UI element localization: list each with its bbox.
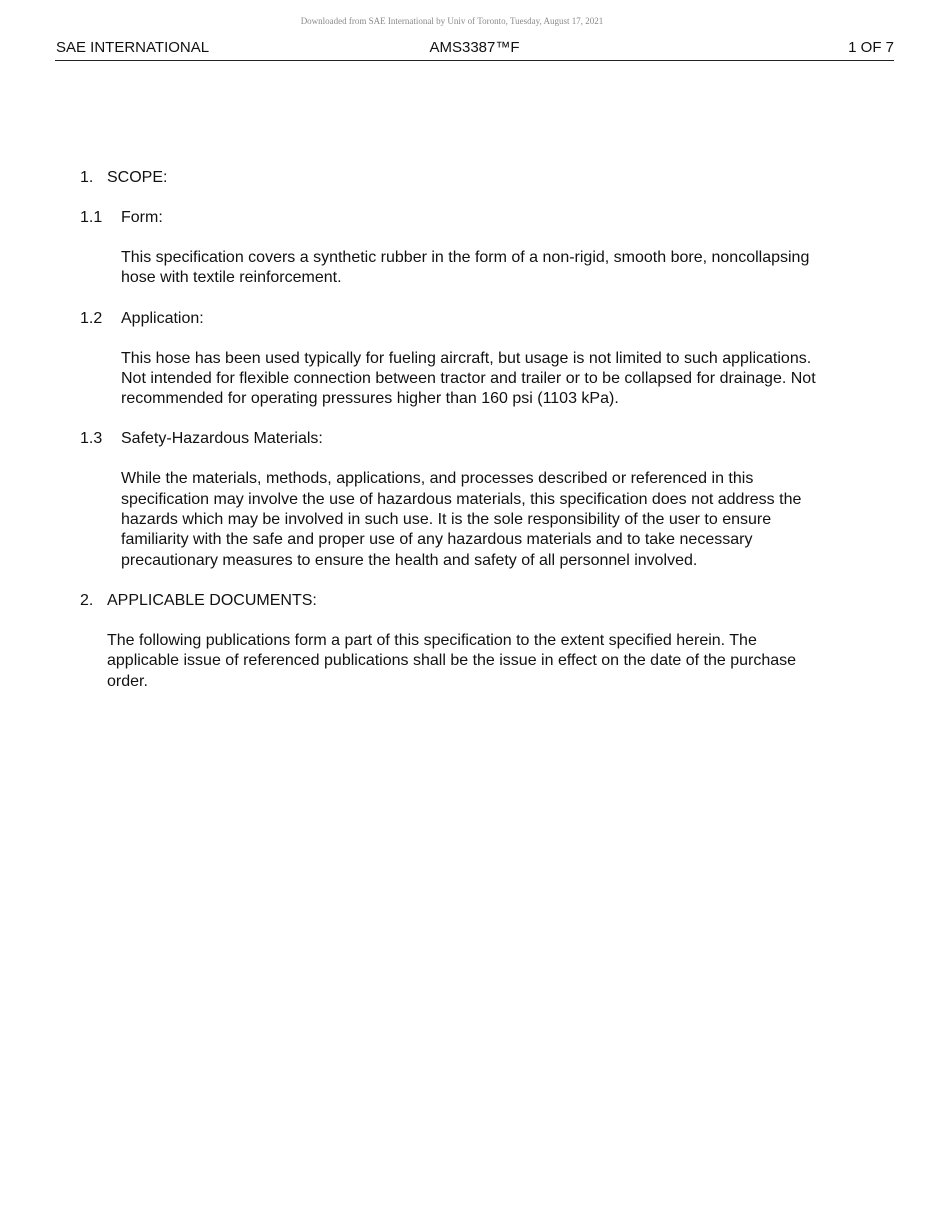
paragraph-line: This specification covers a synthetic rubber in the form of a non-rigid, smooth bore, noncollapsing [121, 249, 810, 266]
paragraph-line: order. [107, 672, 148, 690]
section-1-1-paragraph [121, 248, 881, 289]
paragraph-line: specification may involve the use of hazardous materials, this specification does not address the [121, 490, 802, 508]
paragraph-line: The following publications form a part of this specification to the extent specified herein. The [107, 631, 757, 649]
document-number: AMS3387™F [429, 39, 520, 56]
section-2-heading [0, 591, 950, 611]
section-number: 1.2 [80, 309, 103, 327]
section-1-2-heading [0, 309, 950, 329]
page-number: 1 OF 7 [848, 39, 894, 56]
section-title: Application: [121, 309, 204, 327]
section-1-2-paragraph [121, 349, 881, 410]
section-number: 1.1 [80, 209, 103, 226]
section-1-3-heading [0, 429, 950, 449]
section-number: 1.3 [80, 430, 103, 448]
section-title: SCOPE: [107, 169, 168, 186]
section-title: Form: [121, 209, 163, 226]
publisher-name: SAE INTERNATIONAL [56, 39, 210, 56]
paragraph-line: hose with textile reinforcement. [121, 269, 342, 287]
section-1-3-paragraph [121, 469, 881, 570]
section-number: 1. [80, 169, 94, 186]
section-title: Safety-Hazardous Materials: [121, 430, 323, 448]
paragraph-line: Not intended for flexible connection between tractor and trailer or to be collapsed for drainage. Not [121, 369, 816, 387]
download-watermark: Downloaded from SAE International by Univ of Toronto, Tuesday, August 17, 2021 [300, 16, 604, 26]
paragraph-line: This hose has been used typically for fueling aircraft, but usage is not limited to such applications. [121, 349, 812, 367]
page-header [55, 38, 894, 61]
paragraph-line: applicable issue of referenced publications shall be the issue in effect on the date of the purchase [107, 652, 797, 670]
paragraph-line: precautionary measures to ensure the health and safety of all personnel involved. [121, 551, 698, 569]
paragraph-line: hazards which may be involved in such use. It is the sole responsibility of the user to ensure [121, 511, 772, 529]
section-number: 2. [80, 591, 94, 609]
section-1-1-heading [0, 208, 950, 228]
paragraph-line: familiarity with the safe and proper use of any hazardous materials and to take necessary [121, 531, 753, 549]
paragraph-line: While the materials, methods, applications, and processes described or referenced in this [121, 470, 754, 488]
section-2-paragraph [107, 631, 852, 692]
document-body [0, 168, 950, 712]
paragraph-line: recommended for operating pressures higher than 160 psi (1103 kPa). [121, 390, 619, 408]
section-title: APPLICABLE DOCUMENTS: [107, 591, 317, 609]
section-1-heading [0, 168, 950, 188]
